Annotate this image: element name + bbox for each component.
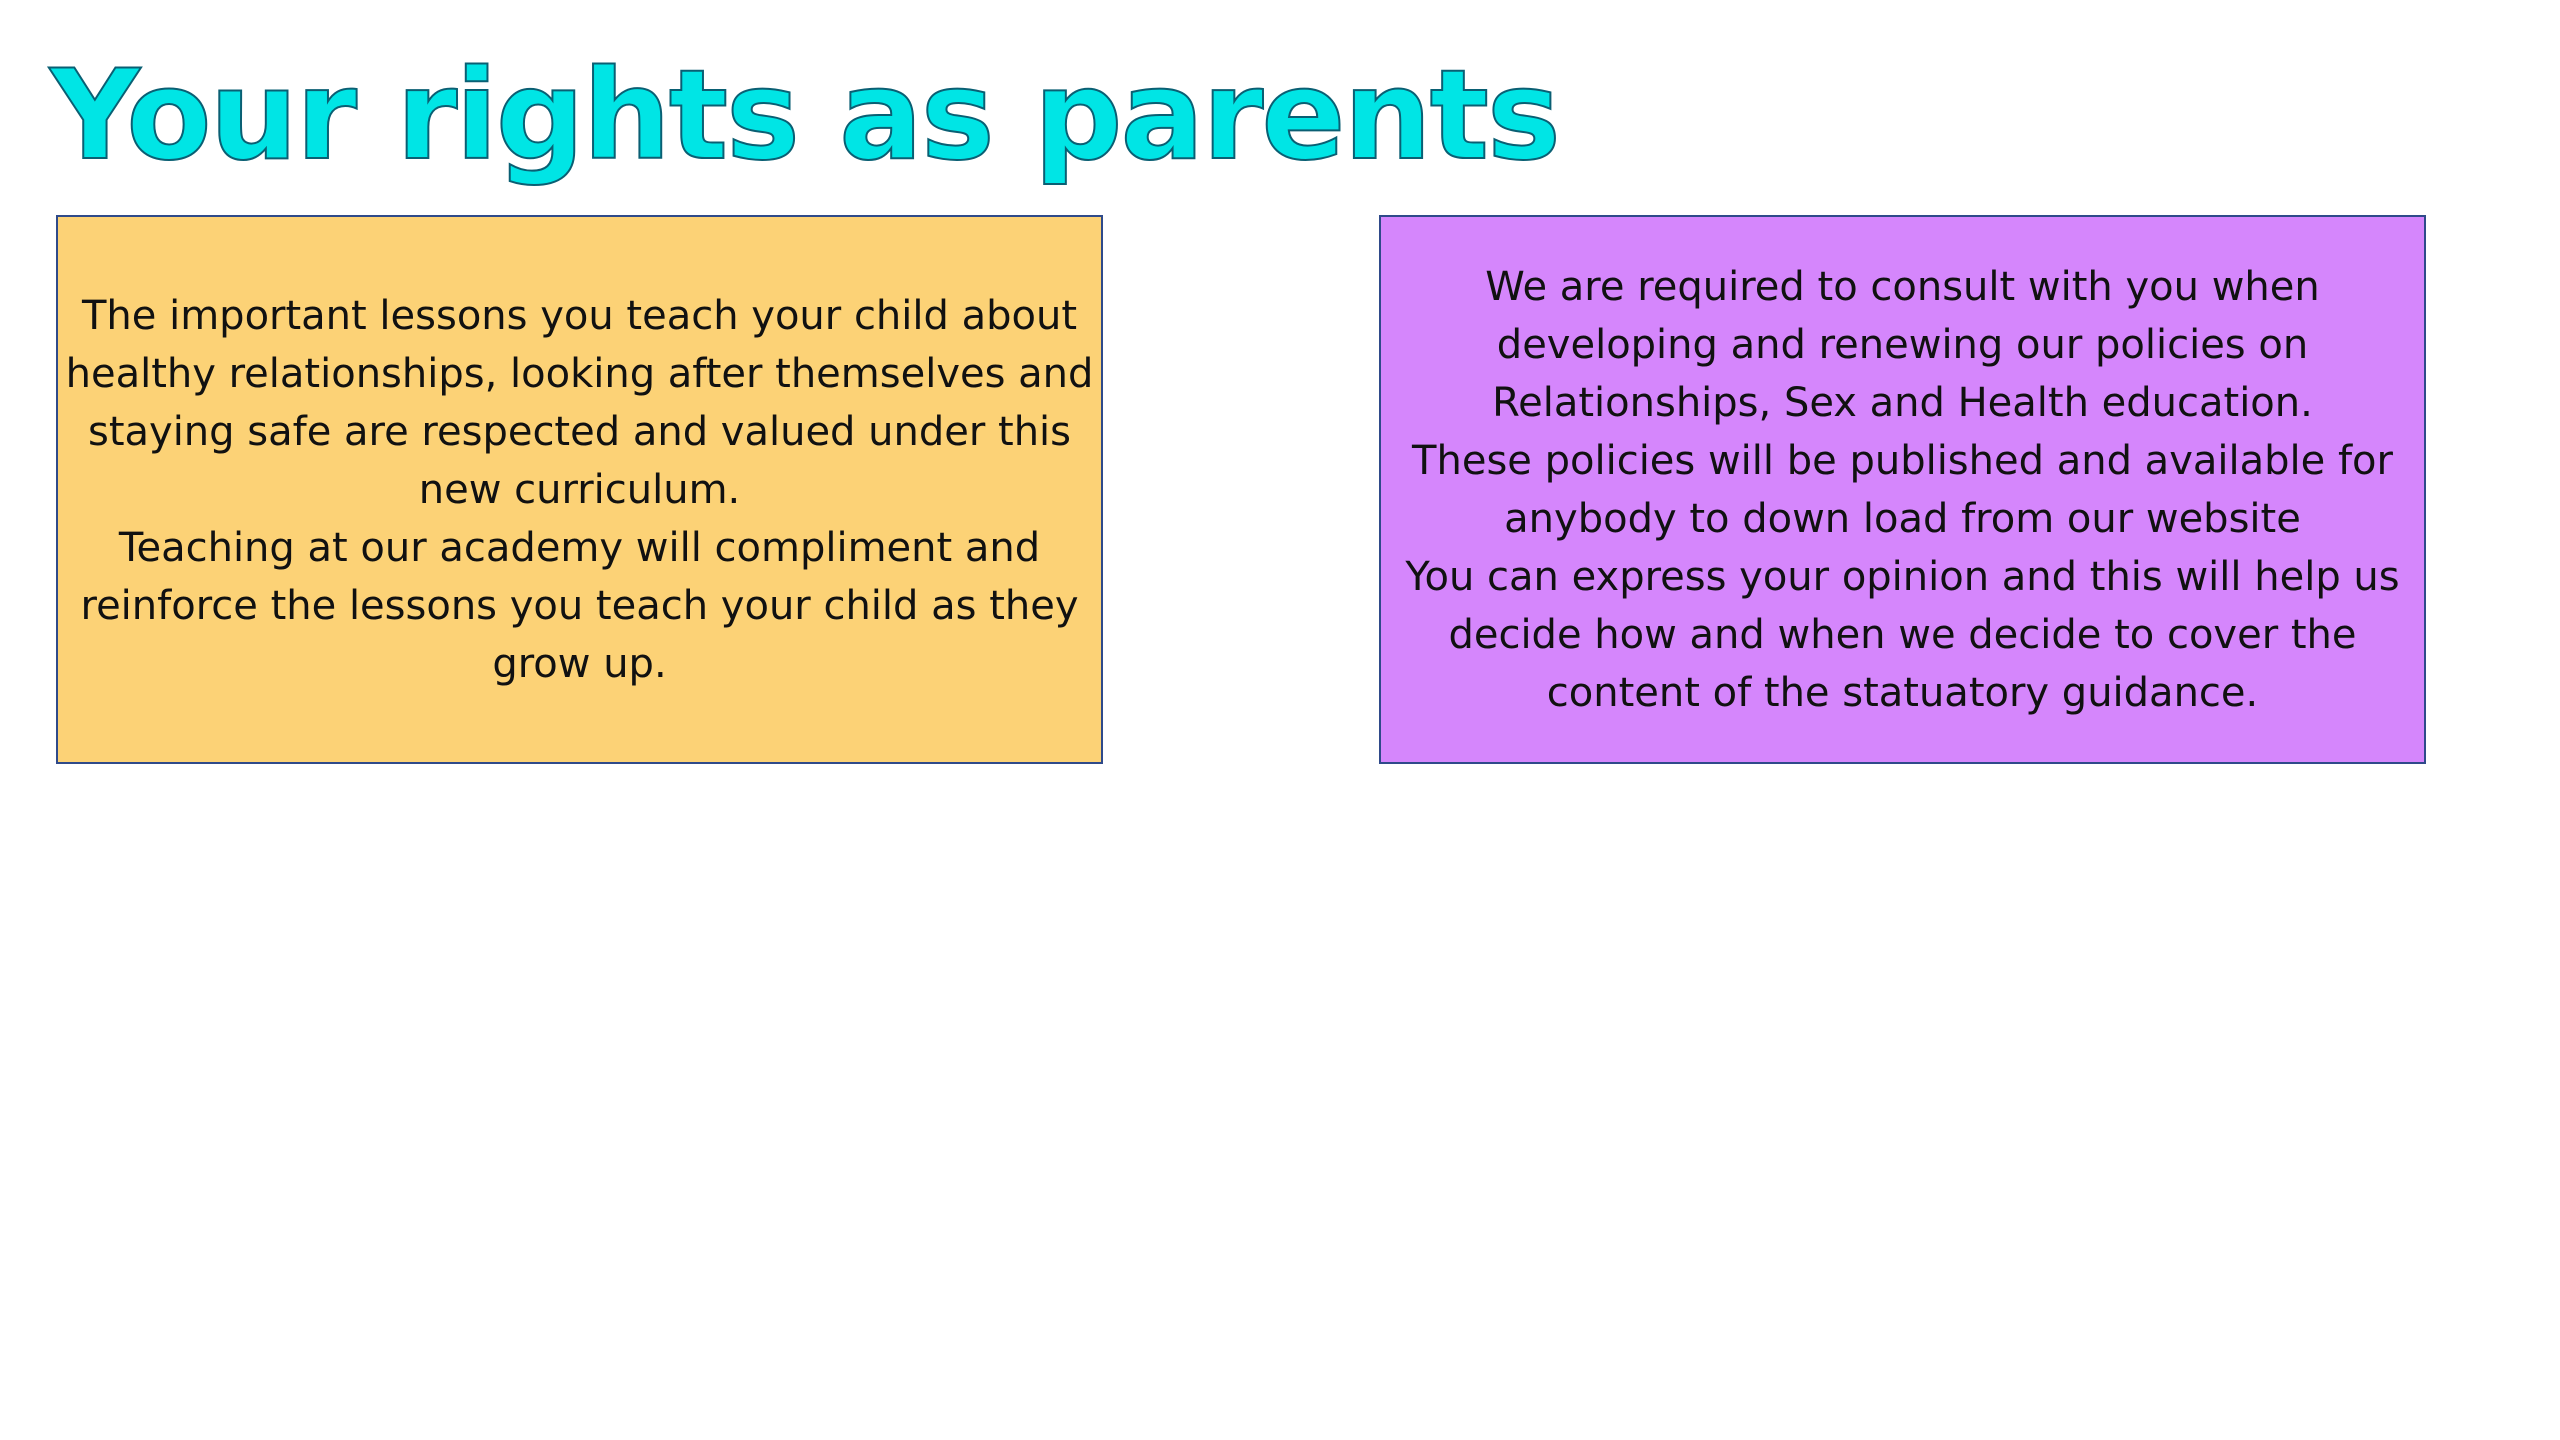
info-box-consultation	[1379, 215, 2426, 764]
text-line: You can express your opinion and this will help us	[1405, 553, 2400, 600]
text-line: reinforce the lessons you teach your child as they	[80, 582, 1079, 629]
info-box-parent-lessons-text	[66, 287, 1094, 693]
slide-title: Your rights as parents	[50, 44, 1559, 188]
text-line: content of the statuatory guidance.	[1546, 669, 2259, 716]
text-line: healthy relationships, looking after themselves and	[65, 350, 1094, 397]
text-line: staying safe are respected and valued under this	[87, 408, 1072, 455]
text-line: The important lessons you teach your child about	[81, 292, 1078, 339]
text-line: grow up.	[492, 640, 667, 687]
info-box-consultation-text	[1405, 258, 2399, 722]
text-line: Teaching at our academy will compliment and	[118, 524, 1041, 571]
info-box-parent-lessons	[56, 215, 1103, 764]
text-line: These policies will be published and available for	[1412, 437, 2393, 484]
text-line: anybody to down load from our website	[1504, 495, 2301, 542]
text-line: Relationships, Sex and Health education.	[1492, 379, 2313, 426]
text-line: developing and renewing our policies on	[1496, 321, 2309, 368]
text-line: decide how and when we decide to cover the	[1448, 611, 2357, 658]
text-line: new curriculum.	[418, 466, 741, 513]
text-line: We are required to consult with you when	[1485, 263, 2320, 310]
